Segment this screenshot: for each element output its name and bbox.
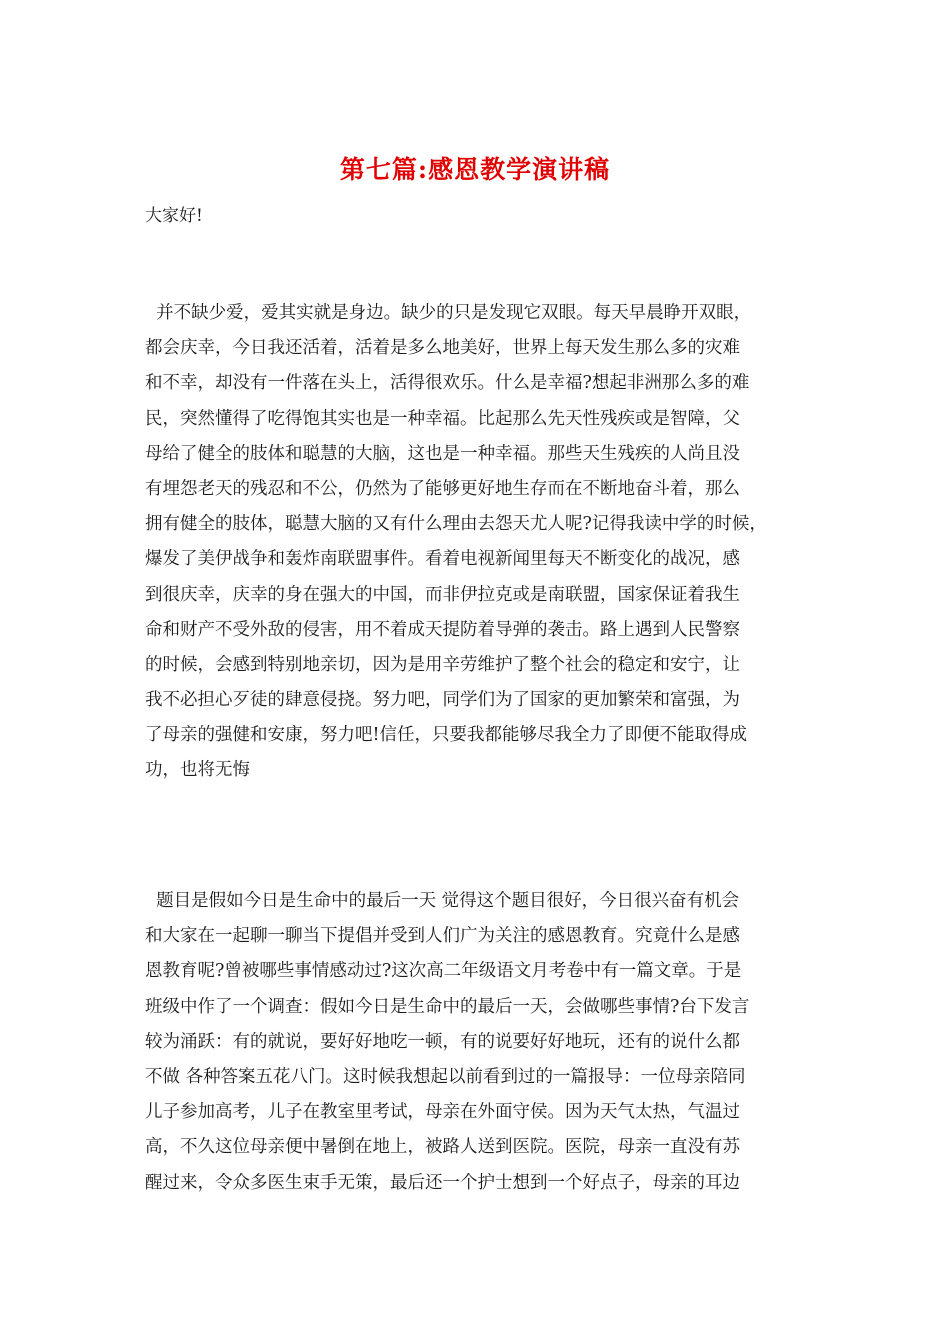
paragraph-1 (145, 296, 767, 789)
paragraph-line: 的时候，会感到特别地亲切，因为是用辛劳维护了整个社会的稳定和安宁，让 (145, 654, 740, 675)
paragraph-line: 命和财产不受外敌的侵害，用不着成天提防着导弹的袭击。路上遇到人民警察 (145, 619, 740, 640)
document-title: 第七篇:感恩教学演讲稿 (339, 155, 611, 184)
paragraph-line: 我不必担心歹徒的肆意侵挠。努力吧，同学们为了国家的更加繁荣和富强，为 (145, 690, 740, 711)
paragraph-2 (145, 884, 749, 1201)
paragraph-line: 爆发了美伊战争和轰炸南联盟事件。看着电视新闻里每天不断变化的战况，感 (145, 549, 740, 570)
paragraph-line: 儿子参加高考，儿子在教室里考试，母亲在外面守侯。因为天气太热，气温过 (145, 1102, 740, 1123)
paragraph-line: 题目是假如今日是生命中的最后一天 觉得这个题目很好，今日很兴奋有机会 (145, 891, 740, 911)
paragraph-line: 了母亲的强健和安康，努力吧!信任，只要我都能够尽我全力了即便不能取得成 (145, 725, 748, 746)
paragraph-line: 和不幸，却没有一件落在头上，活得很欢乐。什么是幸福?想起非洲那么多的难 (145, 373, 750, 394)
paragraph-line: 和大家在一起聊一聊当下提倡并受到人们广为关注的感恩教育。究竟什么是感 (145, 926, 740, 947)
paragraph-line: 都会庆幸，今日我还活着，活着是多么地美好，世界上每天发生那么多的灾难 (145, 338, 740, 359)
paragraph-line: 恩教育呢?曾被哪些事情感动过?这次高二年级语文月考卷中有一篇文章。于是 (145, 961, 742, 982)
paragraph-line: 拥有健全的肢体，聪慧大脑的又有什么理由去怨天尤人呢?记得我读中学的时候， (145, 514, 767, 535)
greeting-text: 大家好! (145, 206, 203, 226)
paragraph-line: 较为涌跃：有的就说，要好好地吃一顿，有的说要好好地玩，还有的说什么都 (145, 1031, 740, 1052)
paragraph-line: 不做 各种答案五花八门。这时候我想起以前看到过的一篇报导：一位母亲陪同 (145, 1066, 746, 1087)
paragraph-line: 高，不久这位母亲便中暑倒在地上，被路人送到医院。医院，母亲一直没有苏 (145, 1137, 740, 1158)
paragraph-line: 母给了健全的肢体和聪慧的大脑，这也是一种幸福。那些天生残疾的人尚且没 (145, 443, 740, 464)
paragraph-line: 醒过来，令众多医生束手无策，最后还一个护士想到一个好点子，母亲的耳边 (145, 1172, 740, 1193)
paragraph-line: 并不缺少爱，爱其实就是身边。缺少的只是发现它双眼。每天早晨睁开双眼， (145, 303, 752, 323)
paragraph-line: 到很庆幸，庆幸的身在强大的中国，而非伊拉克或是南联盟，国家保证着我生 (145, 584, 740, 605)
paragraph-line: 有埋怨老天的残忍和不公，仍然为了能够更好地生存而在不断地奋斗着，那么 (145, 478, 740, 499)
paragraph-line: 民，突然懂得了吃得饱其实也是一种幸福。比起那么先天性残疾或是智障，父 (145, 408, 740, 429)
paragraph-line: 功，也将无悔 (145, 760, 250, 781)
paragraph-line: 班级中作了一个调查：假如今日是生命中的最后一天，会做哪些事情?台下发言 (145, 996, 750, 1017)
